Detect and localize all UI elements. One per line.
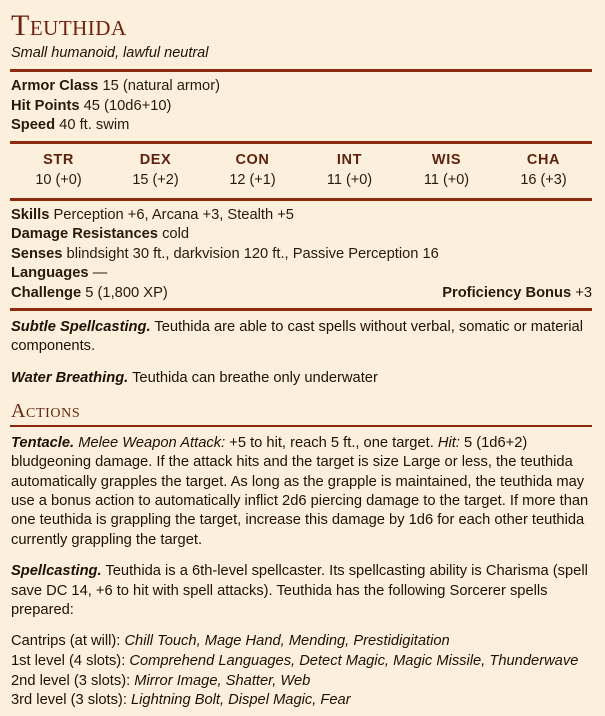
ability-int-score: 11 (+0)	[326, 171, 373, 188]
ability-str-score: 10 (+0)	[35, 171, 82, 188]
spell-names-3rd: Lightning Bolt, Dispel Magic, Fear	[131, 692, 351, 709]
languages-line	[11, 264, 592, 284]
armor-class-label: Armor Class	[11, 78, 99, 94]
ability-cha-label: CHA	[526, 151, 561, 168]
damage-resistances-value: cold	[162, 226, 190, 242]
ability-score-table	[10, 144, 592, 198]
challenge-value: 5 (1,800 XP)	[85, 284, 168, 301]
traits-section	[10, 311, 592, 388]
ability-dex-label: DEX	[139, 151, 172, 168]
skills-line	[11, 206, 592, 226]
ability-con-score: 12 (+1)	[229, 171, 276, 188]
action-tentacle-attack-text: +5 to hit, reach 5 ft., one target.	[225, 434, 438, 451]
ability-wis-label: WIS	[431, 151, 462, 168]
action-tentacle-hit-label: Hit:	[437, 434, 460, 451]
ability-con	[204, 150, 301, 191]
spell-list	[10, 632, 592, 710]
trait-water-breathing	[11, 369, 592, 388]
speed-value: 40 ft. swim	[59, 117, 130, 133]
spell-names-1st: Comprehend Languages, Detect Magic, Magic Missile, Thunderwave	[129, 652, 579, 669]
armor-class-value: 15 (natural armor)	[102, 78, 220, 94]
ability-cha-score: 16 (+3)	[520, 171, 567, 188]
challenge-line	[11, 284, 592, 304]
skills-label: Skills	[11, 206, 50, 223]
action-spellcasting-text: Teuthida is a 6th-level spellcaster. Its spellcasting ability is Charisma (spell save DC 14, +6 to hit with spell attacks). Teuthida has the following Sorcerer spells prepared:	[11, 563, 588, 618]
proficiency-bonus-group	[442, 284, 592, 304]
senses-value: blindsight 30 ft., darkvision 120 ft., Passive Perception 16	[66, 245, 439, 262]
trait-water-breathing-text: Teuthida can breathe only underwater	[128, 369, 378, 386]
hit-points-value: 45 (10d6+10)	[83, 97, 172, 114]
spell-line-cantrips	[11, 632, 592, 652]
spell-line-1st	[11, 652, 592, 672]
trait-subtle-spellcasting	[11, 318, 592, 357]
languages-label: Languages	[11, 265, 89, 281]
senses-label: Senses	[11, 245, 63, 262]
divider-below-actions-header	[10, 425, 592, 427]
ability-wis-score: 11 (+0)	[423, 171, 470, 188]
creature-type-alignment: Small humanoid, lawful neutral	[11, 45, 209, 61]
armor-class-line	[11, 77, 592, 97]
ability-str	[10, 150, 107, 191]
spell-level-cantrips: Cantrips (at will):	[11, 633, 125, 650]
action-tentacle-attack-label: Melee Weapon Attack:	[74, 434, 226, 451]
core-attributes	[10, 72, 592, 141]
languages-value: —	[92, 265, 108, 281]
damage-resistances-label: Damage Resistances	[11, 226, 158, 242]
ability-dex-score: 15 (+2)	[132, 171, 179, 188]
trait-water-breathing-name: Water Breathing.	[11, 369, 129, 386]
hit-points-label: Hit Points	[11, 97, 80, 114]
spell-level-3rd: 3rd level (3 slots):	[11, 692, 131, 709]
challenge-label: Challenge	[11, 284, 82, 301]
speed-line	[11, 116, 592, 136]
ability-wis	[398, 150, 495, 191]
spell-names-2nd: Mirror Image, Shatter, Web	[134, 672, 311, 689]
skills-value: Perception +6, Arcana +3, Stealth +5	[53, 206, 294, 223]
damage-resistances-line	[11, 225, 592, 245]
action-tentacle-name: Tentacle.	[11, 434, 75, 451]
proficiency-bonus-label: Proficiency Bonus	[442, 284, 572, 301]
action-tentacle	[11, 434, 592, 550]
speed-label: Speed	[11, 117, 56, 133]
action-spellcasting	[11, 562, 592, 620]
actions-section	[10, 433, 592, 711]
ability-dex	[107, 150, 204, 191]
spell-level-1st: 1st level (4 slots):	[11, 652, 130, 669]
hit-points-line	[11, 97, 592, 117]
spell-line-2nd	[11, 672, 592, 692]
trait-subtle-spellcasting-name: Subtle Spellcasting.	[11, 319, 151, 335]
spell-line-3rd	[11, 691, 592, 711]
secondary-attributes	[10, 201, 592, 309]
ability-int	[301, 150, 398, 191]
action-spellcasting-name: Spellcasting.	[11, 563, 102, 580]
ability-int-label: INT	[336, 151, 363, 168]
proficiency-bonus-value: +3	[575, 284, 592, 301]
spell-names-cantrips: Chill Touch, Mage Hand, Mending, Prestidigitation	[124, 633, 450, 650]
ability-cha	[495, 150, 592, 191]
trait-subtle-spellcasting-text: Teuthida are able to cast spells without verbal, somatic or material components.	[11, 319, 583, 355]
actions-section-header: Actions	[11, 400, 81, 423]
senses-line	[11, 245, 592, 265]
ability-str-label: STR	[43, 151, 74, 168]
spell-level-2nd: 2nd level (3 slots):	[11, 672, 135, 689]
ability-con-label: CON	[235, 151, 270, 168]
action-tentacle-hit-text: 5 (1d6+2) bludgeoning damage. If the attack hits and the target is size Large or less, the teuthida automatically grapples the target. As long as the grapple is maintained, the teuthida may use a bonus action to automatically inflict 2d6 piercing damage to the target. If more than one teuthida is grappling the target, increase this damage by 1d6 for each other teuthida currently grappling the target.	[11, 434, 589, 548]
challenge-group	[11, 284, 168, 304]
creature-name: Teuthida	[11, 9, 127, 42]
